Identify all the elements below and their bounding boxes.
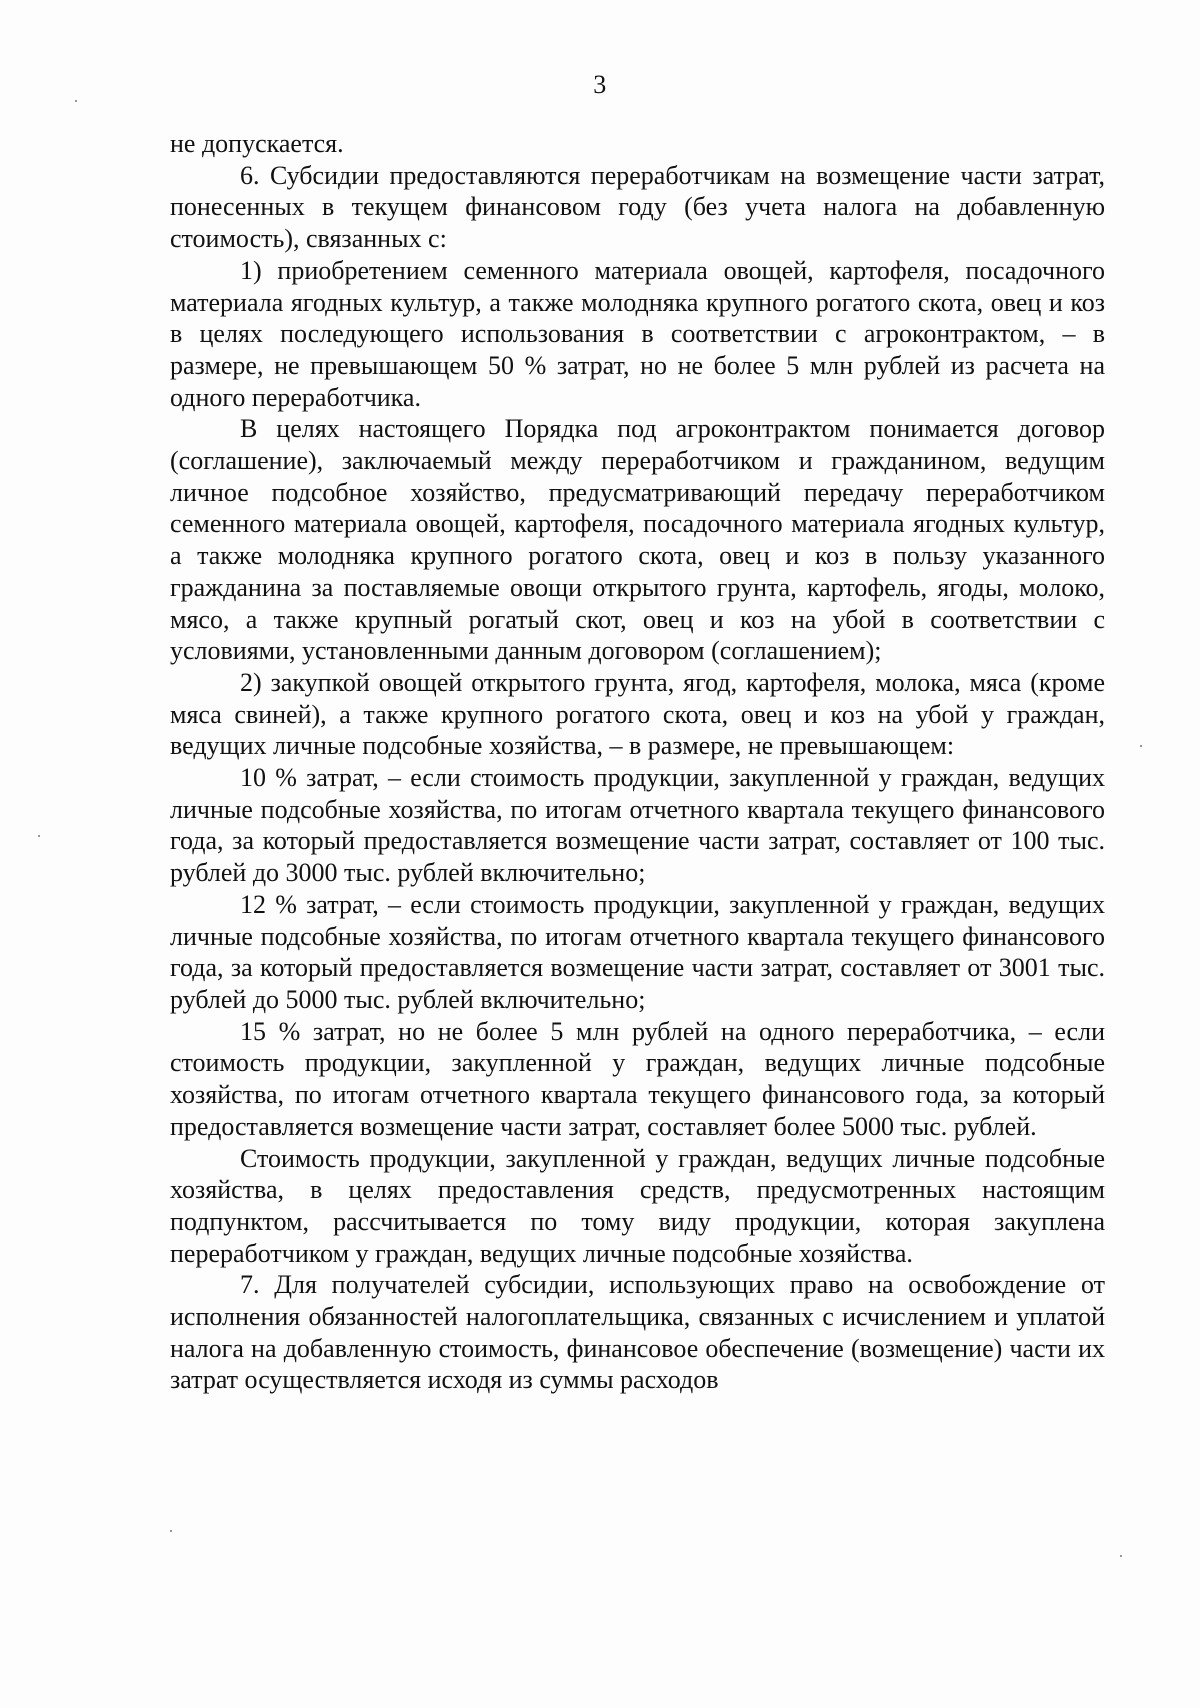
paragraph-5: 2) закупкой овощей открытого грунта, ягод, картофеля, молока, мяса (кроме мяса свиней), а также крупного рогатого скота, овец и коз на убой у граждан, ведущих личные подсобные хозяйства, – в размере, не превышающем: [170,667,1105,761]
scan-speck [75,100,77,102]
document-body [170,128,1105,1396]
paragraph-4: В целях настоящего Порядка под агроконтрактом понимается договор (соглашение), заключаемый между переработчиком и гражданином, ведущим личное подсобное хозяйство, предусматривающий передачу переработчиком семенного материала овощей, картофеля, посадочного материала ягодных культур, а также молодняка крупного рогатого скота, овец и коз в пользу указанного гражданина за поставляемые овощи открытого грунта, картофель, ягоды, молоко, мясо, а также крупный рогатый скот, овец и коз на убой в соответствии с условиями, установленными данным договором (соглашением); [170,414,1105,666]
scan-speck [1140,745,1142,747]
paragraph-9: Стоимость продукции, закупленной у граждан, ведущих личные подсобные хозяйства, в целях предоставления средств, предусмотренных настоящим подпунктом, рассчитывается по тому виду продукции, которая закуплена переработчиком у граждан, ведущих личные подсобные хозяйства. [170,1143,1105,1268]
paragraph-10: 7. Для получателей субсидии, использующих право на освобождение от исполнения обязанностей налогоплательщика, связанных с исчислением и уплатой налога на добавленную стоимость, финансовое обеспечение (возмещение) части их затрат осуществляется исходя из суммы расходов [170,1270,1105,1395]
page-number: 3 [593,70,607,99]
scan-speck [38,835,40,837]
scan-speck [170,1530,172,1532]
paragraph-8: 15 % затрат, но не более 5 млн рублей на одного переработчика, – если стоимость продукции, закупленной у граждан, ведущих личные подсобные хозяйства, по итогам отчетного квартала текущего финансового года, за который предоставляется возмещение части затрат, составляет более 5000 тыс. рублей. [170,1016,1105,1141]
paragraph-7: 12 % затрат, – если стоимость продукции, закупленной у граждан, ведущих личные подсобные хозяйства, по итогам отчетного квартала текущего финансового года, за который предоставляется возмещение части затрат, составляет от 3001 тыс. рублей до 5000 тыс. рублей включительно; [170,889,1105,1014]
scan-speck [1120,1555,1122,1557]
paragraph-1: не допускается. [170,129,344,158]
paragraph-6: 10 % затрат, – если стоимость продукции, закупленной у граждан, ведущих личные подсобные хозяйства, по итогам отчетного квартала текущего финансового года, за который предоставляется возмещение части затрат, составляет от 100 тыс. рублей до 3000 тыс. рублей включительно; [170,763,1105,888]
paragraph-3: 1) приобретением семенного материала овощей, картофеля, посадочного материала ягодных культур, а также молодняка крупного рогатого скота, овец и коз в целях последующего использования в соответствии с агроконтрактом, – в размере, не превышающем 50 % затрат, но не более 5 млн рублей из расчета на одного переработчика. [170,255,1105,412]
paragraph-2: 6. Субсидии предоставляются переработчикам на возмещение части затрат, понесенных в текущем финансовом году (без учета налога на добавленную стоимость), связанных с: [170,160,1105,254]
